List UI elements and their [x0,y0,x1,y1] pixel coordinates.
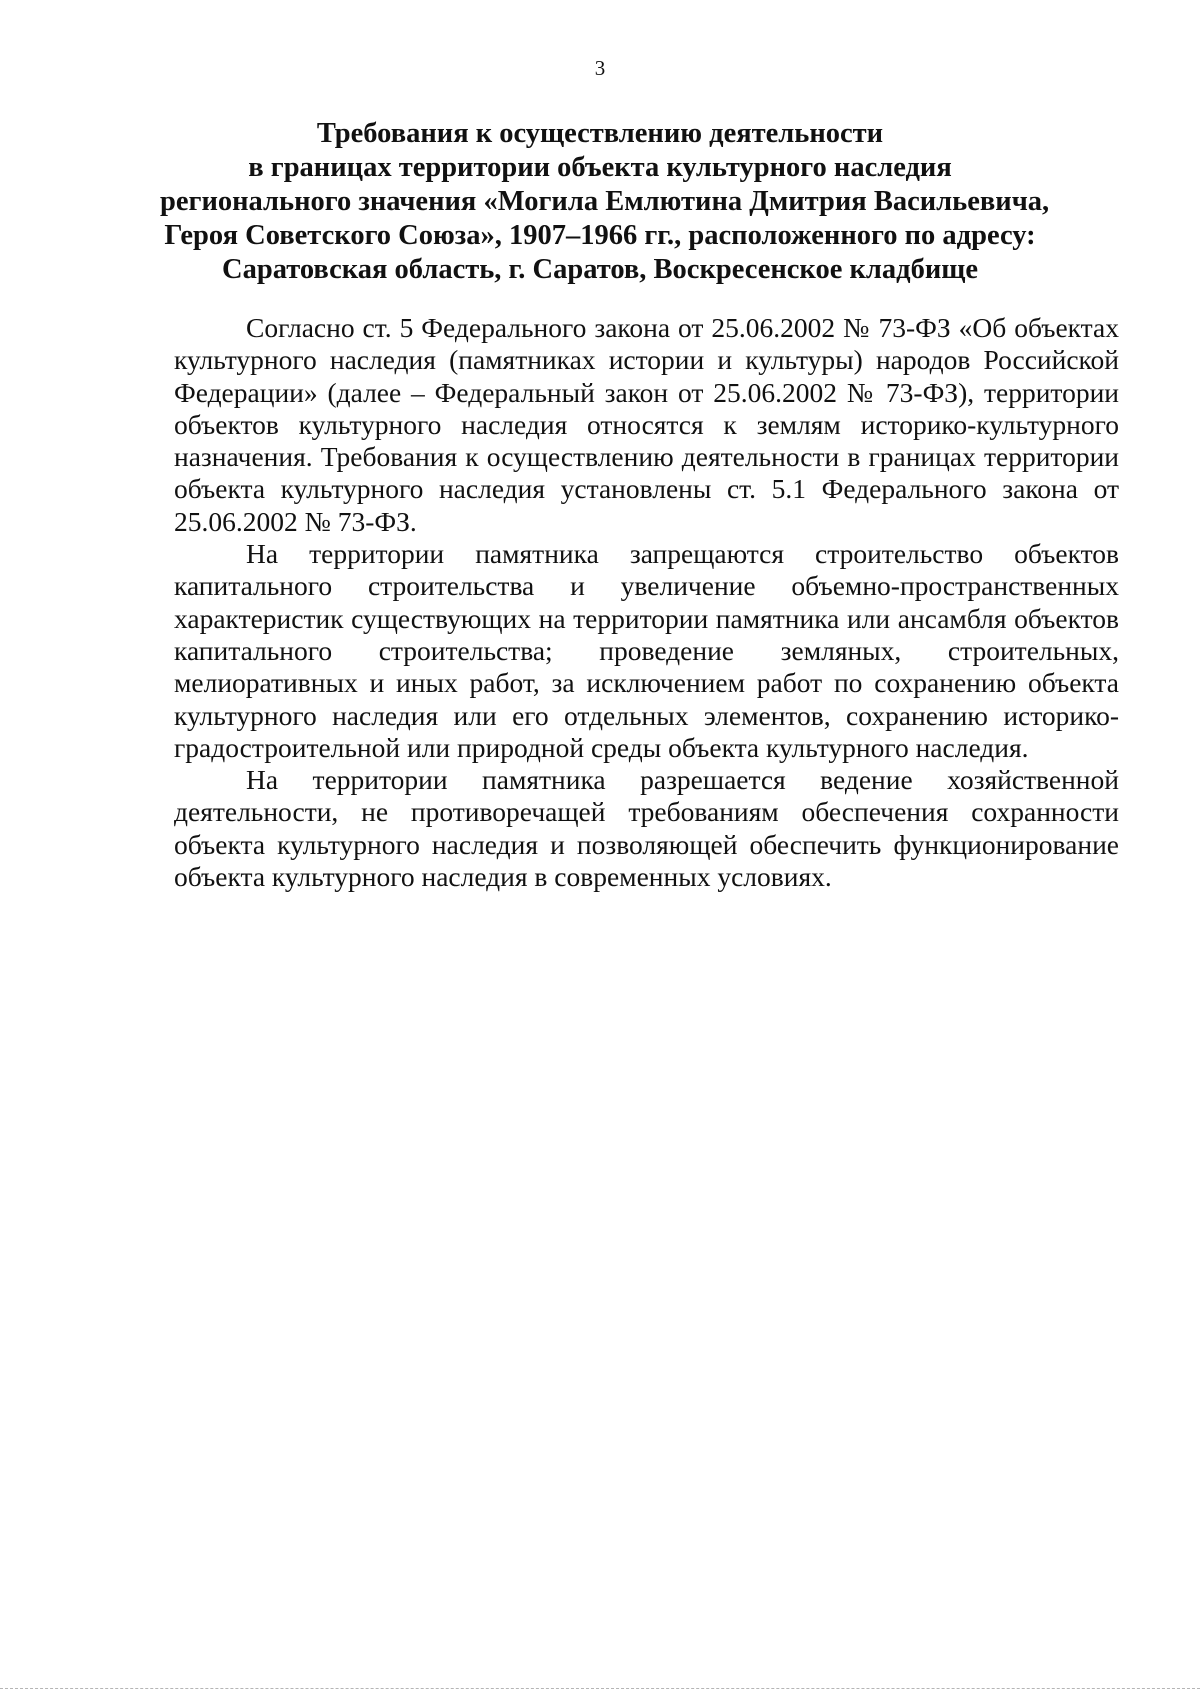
footer-divider [0,1688,1200,1689]
title-line: регионального значения «Могила Емлютина Дмитрия Васильевича, [160,186,1050,217]
paragraph-prohibitions: На территории памятника запрещаются строительство объектов капитального строительства и увеличение объемно-пространственных характеристик существующих на территории памятника или ансамбля объектов капитального строительства; проведение земляных, строительных, мелиоративных и иных работ, за исключением работ по сохранению объекта культурного наследия или его отдельных элементов, сохранению историко-градостроительной или природной среды объекта культурного наследия. [174,538,1119,763]
title-line: Саратовская область, г. Саратов, Воскресенское кладбище [222,254,978,285]
title-line: в границах территории объекта культурного наследия [248,152,952,183]
paragraph-permissions: На территории памятника разрешается ведение хозяйственной деятельности, не противоречащей требованиям обеспечения сохранности объекта культурного наследия и позволяющей обеспечить функционирование объекта культурного наследия в современных условиях. [174,764,1119,893]
document-body [174,312,1119,893]
title-line: Героя Советского Союза», 1907–1966 гг., расположенного по адресу: [164,220,1036,251]
paragraph-legal-basis: Согласно ст. 5 Федерального закона от 25.06.2002 № 73-ФЗ «Об объектах культурного наследия (памятниках истории и культуры) народов Российской Федерации» (далее – Федеральный закон от 25.06.2002 № 73-ФЗ), территории объектов культурного наследия относятся к землям историко-культурного назначения. Требования к осуществлению деятельности в границах территории объекта культурного наследия установлены ст. 5.1 Федерального закона от 25.06.2002 № 73-ФЗ. [174,312,1119,537]
title-line: Требования к осуществлению деятельности [316,118,884,149]
document-title [160,117,1050,287]
page-number: 3 [594,56,606,80]
